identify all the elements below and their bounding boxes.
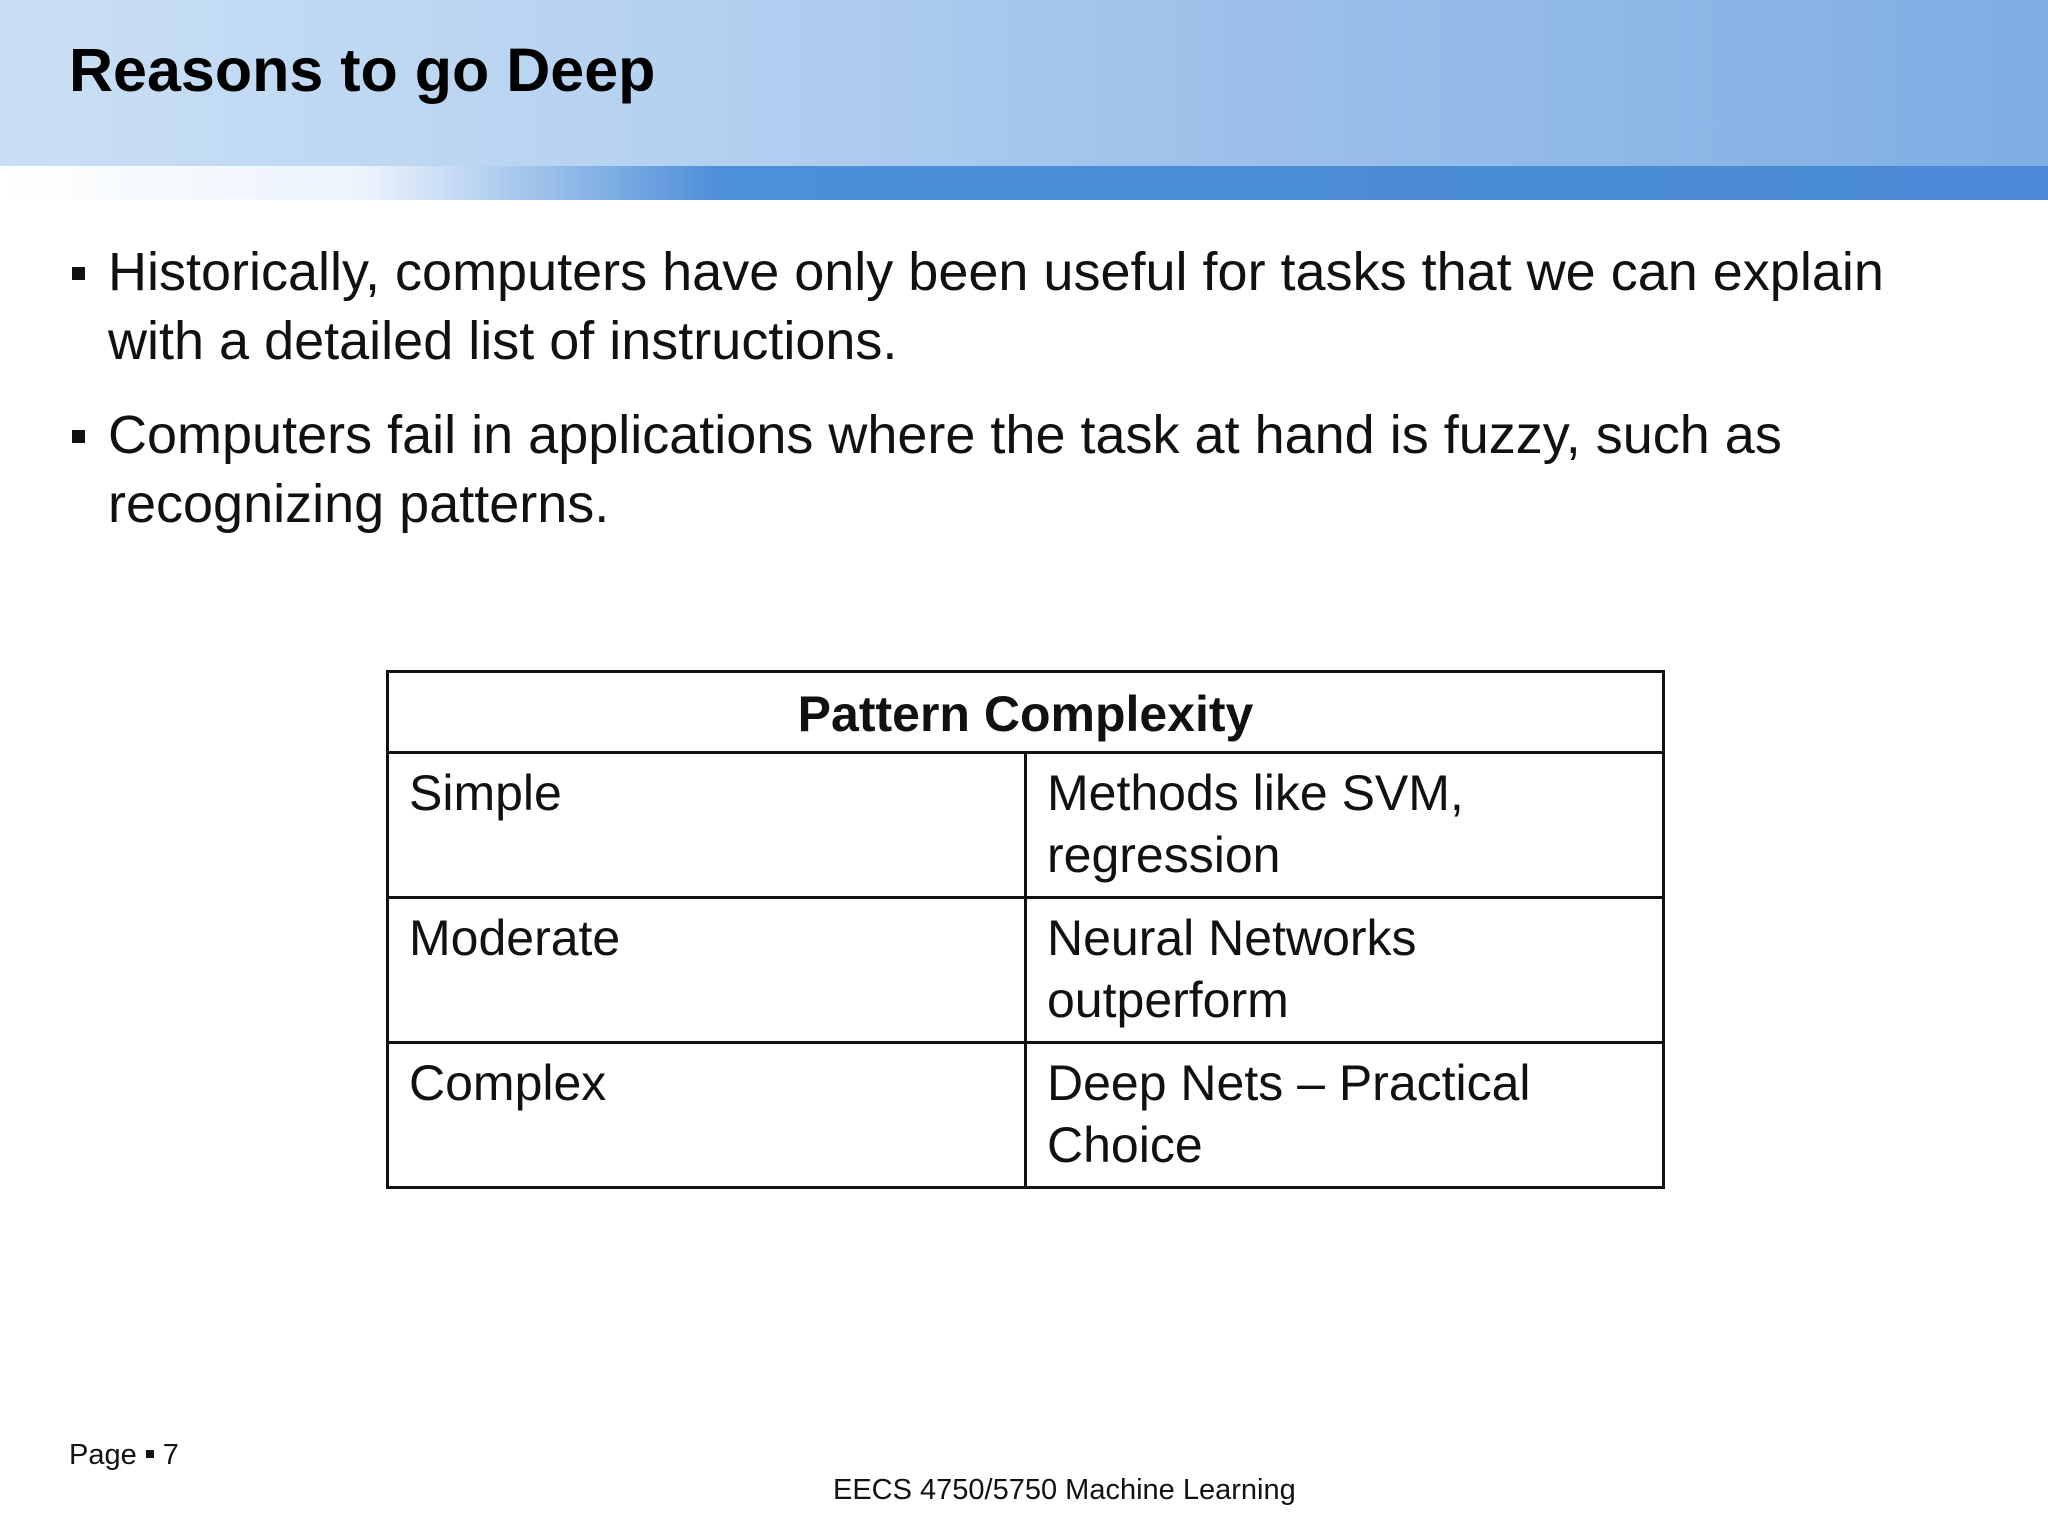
table-header: Pattern Complexity [388,672,1664,753]
footer-course-title: EECS 4750/5750 Machine Learning [833,1474,1296,1506]
bullet-text: Computers fail in applications where the task at hand is fuzzy, such as recognizing patterns. [108,405,1782,534]
title-accent-bar [0,166,2048,200]
bullet-text: Historically, computers have only been useful for tasks that we can explain with a detailed list of instructions. [108,242,1884,371]
method-cell: Methods like SVM, regression [1026,753,1664,898]
table-row [388,898,1664,1043]
bullet-item [69,238,1969,376]
table-row [388,753,1664,898]
bullet-item [69,401,1969,539]
page-label: Page [69,1439,137,1471]
complexity-cell: Simple [388,753,1026,898]
square-bullet-icon [72,267,85,280]
square-bullet-icon [72,430,85,443]
page-number: 7 [162,1439,179,1471]
page-indicator [69,1437,179,1473]
pattern-complexity-table [386,670,1665,1189]
complexity-cell: Moderate [388,898,1026,1043]
method-cell: Deep Nets – Practical Choice [1026,1043,1664,1188]
method-cell: Neural Networks outperform [1026,898,1664,1043]
table-row [388,1043,1664,1188]
bullet-list [69,238,1969,564]
square-separator-icon [146,1450,154,1458]
slide-title: Reasons to go Deep [69,36,656,104]
complexity-cell: Complex [388,1043,1026,1188]
table-header-row [388,672,1664,753]
